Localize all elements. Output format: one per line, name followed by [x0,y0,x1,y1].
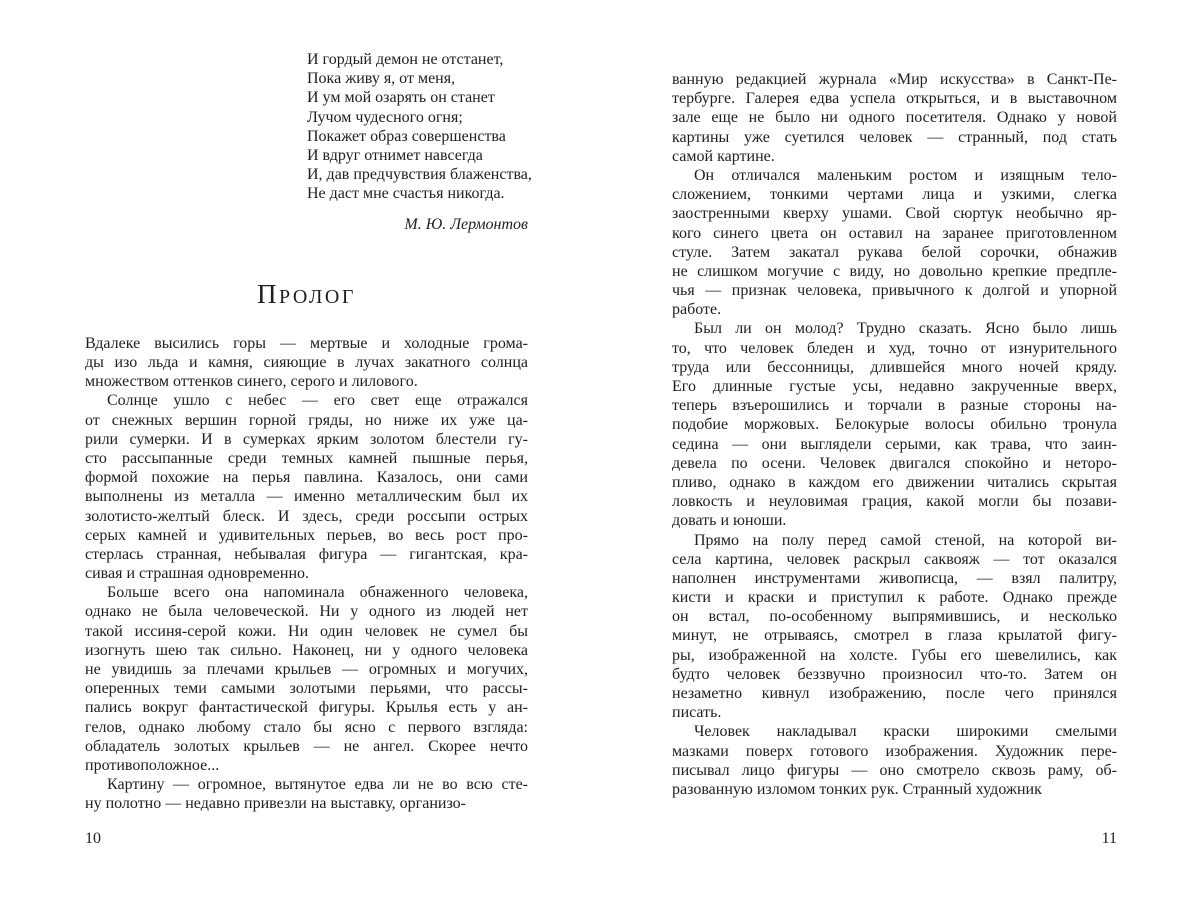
text-line: стуле. Затем закатал рукава белой сорочки, обнажив [672,243,1117,261]
text-line: наполнен инструментами живописца, — взял палитру, [672,569,1117,587]
poem-line: Лучом чудесного огня; [307,108,463,126]
text-line: изогнуть шею так сильно. Наконец, ни у одного человека [85,641,528,659]
poem-line: И вдруг отнимет навсегда [307,147,483,165]
text-line: разованную изломом тонких рук. Странный художник [672,780,1042,798]
text-line: кого синего цвета он оставил на заранее приготовленном [672,224,1117,242]
text-line: он встал, по-особенному выпрямившись, и несколько [672,608,1117,626]
text-line: незаметно кивнул изображению, после чего принялся [672,685,1117,702]
text-line: оперенных теми самыми золотыми перьями, что рассы- [85,680,528,698]
text-line: Человек накладывал краски широкими смелыми [694,723,1117,741]
text-line: однако не была человеческой. Ни у одного из людей нет [85,603,528,621]
text-line: села картина, человек раскрыл саквояж — тот оказался [672,550,1117,568]
text-line: девела по осени. Человек двигался спокойно и неторо- [672,454,1117,472]
text-line: подобие моржовых. Белокурые волосы обильно тронула [672,416,1117,434]
text-line: Его длинные густые усы, недавно закрученные вверх, [672,378,1117,395]
text-line: стерлась странная, небывалая фигура — гигантская, кра- [85,545,528,563]
text-line: рили сумерки. И в сумерках ярким золотом блестели гу- [85,430,528,448]
text-line: седина — они выглядели серыми, как трава, что заин- [672,435,1117,453]
text-line: Он отличался маленьким ростом и изящным тело- [694,166,1117,184]
poem-line: И, дав предчувствия блаженства, [307,166,532,184]
text-line: не слишком могучие с виду, но довольно крепкие предпле- [672,262,1117,280]
text-line: сивая и страшная одновременно. [85,565,310,583]
text-line: чья — признак человека, привычного к долгой и упорной [672,282,1117,300]
text-line: не увидишь за плечами крыльев — огромных и могучих, [85,661,528,679]
text-line: Вдалеке высились горы — мертвые и холодные грома- [85,334,528,352]
text-line: картины уже суетился человек — странный, под стать [672,128,1117,146]
poem-line: Пока живу я, от меня, [307,70,456,88]
text-line: золотисто-желтый блеск. И здесь, среди россыпи острых [85,507,528,525]
epigraph-attribution: М. Ю. Лермонтов [404,215,528,233]
text-line: сложением, тонкими чертами лица и узкими, слегка [672,186,1117,204]
text-line: пливо, однако в каждом его движении читались скрытая [672,473,1117,491]
text-line: формой похожие на перья павлина. Казалось, они сами [85,469,528,487]
text-line: ды изо льда и камня, сияющие в лучах закатного солнца [85,354,528,372]
text-line: такой иссиня-серой кожи. Ни один человек не сумел бы [85,622,528,640]
poem-line: И ум мой озарять он станет [307,89,495,107]
right-page [672,0,1117,900]
epigraph [307,50,532,234]
text-line: ванную редакцией журнала «Мир искусства» в Санкт-Пе- [672,71,1117,88]
text-line: Прямо на полу перед самой стеной, на которой ви- [694,531,1117,549]
chapter-heading: ПРОЛОГ [257,278,356,309]
text-line: Солнце ушло с небес — его свет еще отражался [107,392,528,410]
text-line: кисти и краски и приступил к работе. Однако прежде [672,589,1117,607]
text-line: сто рассыпанные среди темных камней пышные перья, [85,449,528,467]
text-line: ну полотно — недавно привезли на выставку, организо- [85,795,467,813]
epigraph-poem [307,50,532,204]
text-line: то, что человек бледен и худ, точно от изнурительного [672,339,1117,357]
poem-line: Не даст мне счастья никогда. [307,185,505,203]
text-line: теперь взъерошились и торчали в разные стороны на- [672,397,1117,415]
text-line: гелов, однако любому стало бы ясно с первого взгляда: [85,718,528,736]
left-page [85,0,532,900]
text-line: писывал лицо фигуры — оно смотрело сквозь раму, об- [672,761,1117,779]
text-line: множеством оттенков синего, серого и лилового. [85,373,418,391]
text-line: заостренными кверху ушами. Свой сюртук необычно яр- [672,205,1117,223]
poem-line: И гордый демон не отстанет, [307,51,504,68]
left-page-number: 10 [85,830,101,847]
text-line: выполнены из металла — именно металлическим был их [85,488,528,506]
poem-line: Покажет образ совершенства [307,127,506,145]
text-line: работе. [672,301,722,319]
text-line: самой картине. [672,147,775,165]
left-page-text [85,334,528,814]
text-line: мазками поверх готового изображения. Художник пере- [672,742,1117,760]
text-line: будто человек беззвучно произносил что-то. Затем он [672,665,1117,683]
text-line: зале еще не было ни одного посетителя. Однако у новой [672,109,1117,127]
text-line: ловкость и неуловимая грация, какой могли бы позави- [672,493,1117,511]
text-line: минут, не отрываясь, смотрел в глаза крылатой фигу- [672,627,1117,645]
right-page-number: 11 [1101,830,1117,847]
text-line: противоположное... [85,756,220,774]
text-line: тербурге. Галерея едва успела открыться, и в выставочном [672,90,1117,108]
text-line: Больше всего она напоминала обнаженного человека, [107,584,528,602]
text-line: пались вокруг фантастической фигуры. Крылья есть у ан- [85,699,528,717]
text-line: Был ли он молод? Трудно сказать. Ясно было лишь [694,320,1117,338]
text-line: от снежных вершин горной гряды, но ниже их уже ца- [85,411,528,429]
text-line: труда или бессонницы, длившейся много ночей кряду. [672,358,1117,376]
text-line: писать. [672,704,722,722]
text-line: обладатель золотых крыльев — не ангел. Скорее нечто [85,737,528,755]
text-line: Картину — огромное, вытянутое едва ли не во всю сте- [107,776,528,794]
text-line: довать и юноши. [672,512,787,530]
right-page-text [672,70,1117,799]
text-line: серых камней и удивительных перьев, во весь рост про- [85,526,528,544]
text-line: ры, изображенной на холсте. Губы его шевелились, как [672,646,1117,664]
